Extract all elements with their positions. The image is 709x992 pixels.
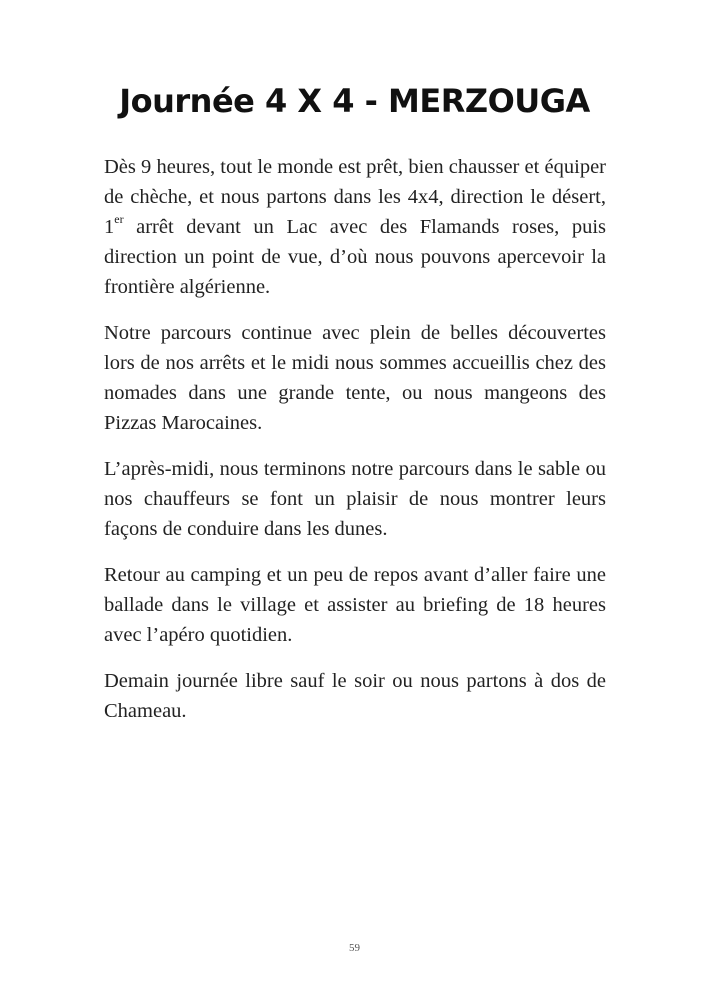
- paragraph-1: [104, 152, 606, 302]
- paragraph-5: Demain journée libre sauf le soir ou nous partons à dos de Chameau.: [104, 670, 606, 722]
- body-text: [104, 152, 606, 742]
- paragraph-1-text-start: Dès 9 heures, tout le monde est prêt, bien chausser et équiper de chèche, et nous partons dans les 4x4, direction le désert, 1: [104, 156, 606, 238]
- paragraph-4: Retour au camping et un peu de repos avant d’aller faire une ballade dans le village et assister au briefing de 18 heures avec l’apéro quotidien.: [104, 564, 606, 646]
- page-number: 59: [349, 942, 360, 954]
- page-title: Journée 4 X 4 - MERZOUGA: [119, 82, 590, 120]
- paragraph-1-text-end: arrêt devant un Lac avec des Flamands roses, puis direction un point de vue, d’où nous pouvons apercevoir la frontière algérienne.: [104, 216, 606, 298]
- paragraph-2: Notre parcours continue avec plein de belles découvertes lors de nos arrêts et le midi nous sommes accueillis chez des nomades dans une grande tente, ou nous mangeons des Pizzas Marocaines.: [104, 322, 606, 434]
- paragraph-3: L’après-midi, nous terminons notre parcours dans le sable ou nos chauffeurs se font un plaisir de nous montrer leurs façons de conduire dans les dunes.: [104, 458, 606, 540]
- ordinal-superscript: er: [114, 212, 124, 226]
